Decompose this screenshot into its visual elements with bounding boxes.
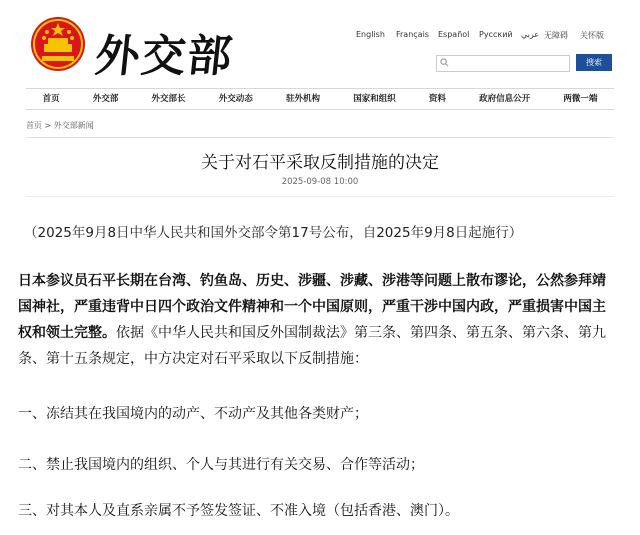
nav-home[interactable]: 首页 — [42, 94, 60, 104]
page-title: 关于对石平采取反制措施的决定 — [201, 153, 439, 173]
site-logo-text: 外交部 — [92, 31, 237, 82]
nav-social-media[interactable]: 两微一端 — [563, 94, 598, 104]
lang-spanish[interactable]: Español — [438, 30, 470, 39]
measure-item-2: 二、禁止我国境内的组织、个人与其进行有关交易、合作等活动； — [18, 457, 424, 473]
measure-item-3: 三、对其本人及直系亲属不予签发签证、不准入境（包括香港、澳门）。 — [18, 503, 459, 519]
language-switcher — [356, 30, 610, 41]
main-nav — [26, 88, 614, 110]
divider — [26, 137, 614, 138]
nav-missions-abroad[interactable]: 驻外机构 — [285, 94, 320, 104]
search-input[interactable] — [436, 55, 570, 72]
paragraph-legal-basis: 依据《中华人民共和国反外国制裁法》第三条、第四条、第五条、第六条、第九条、第十五条规定，中方决定对石平采取以下反制措施： — [18, 325, 606, 367]
search-icon — [440, 58, 449, 67]
nav-gov-info[interactable]: 政府信息公开 — [479, 94, 531, 104]
lang-english[interactable]: English — [356, 30, 385, 39]
care-mode-link[interactable]: 关怀版 — [580, 31, 604, 40]
article-paragraph — [18, 268, 618, 372]
nav-countries-orgs[interactable]: 国家和组织 — [353, 94, 396, 104]
site-header — [0, 0, 640, 88]
nav-minister[interactable]: 外交部长 — [151, 94, 186, 104]
measure-item-1: 一、冻结其在我国境内的动产、不动产及其他各类财产； — [18, 406, 368, 422]
accessibility-link[interactable]: 无障碍 — [544, 31, 568, 40]
breadcrumb[interactable]: 首页 > 外交部新闻 — [26, 121, 94, 130]
lang-russian[interactable]: Русский — [479, 30, 513, 39]
decree-note: （2025年9月8日中华人民共和国外交部令第17号公布，自2025年9月8日起施行） — [24, 225, 523, 241]
publish-date: 2025-09-08 10:00 — [281, 177, 359, 187]
divider — [26, 196, 614, 197]
paragraph-bold-part: 日本参议员石平长期在台湾、钓鱼岛、历史、涉疆、涉藏、涉港等问题上散布谬论，公然参拜靖国神社，严重违背中日四个政治文件精神和一个中国原则，严重干涉中国内政，严重损害中国主权和领土完整。 — [18, 273, 606, 341]
search-button[interactable]: 搜索 — [576, 54, 612, 71]
nav-diplomatic-news[interactable]: 外交动态 — [218, 94, 253, 104]
lang-arabic[interactable]: عربي — [521, 30, 540, 39]
lang-french[interactable]: Français — [396, 30, 429, 39]
national-emblem-icon — [30, 14, 86, 74]
nav-resources[interactable]: 资料 — [428, 94, 446, 104]
nav-ministry[interactable]: 外交部 — [92, 94, 119, 104]
